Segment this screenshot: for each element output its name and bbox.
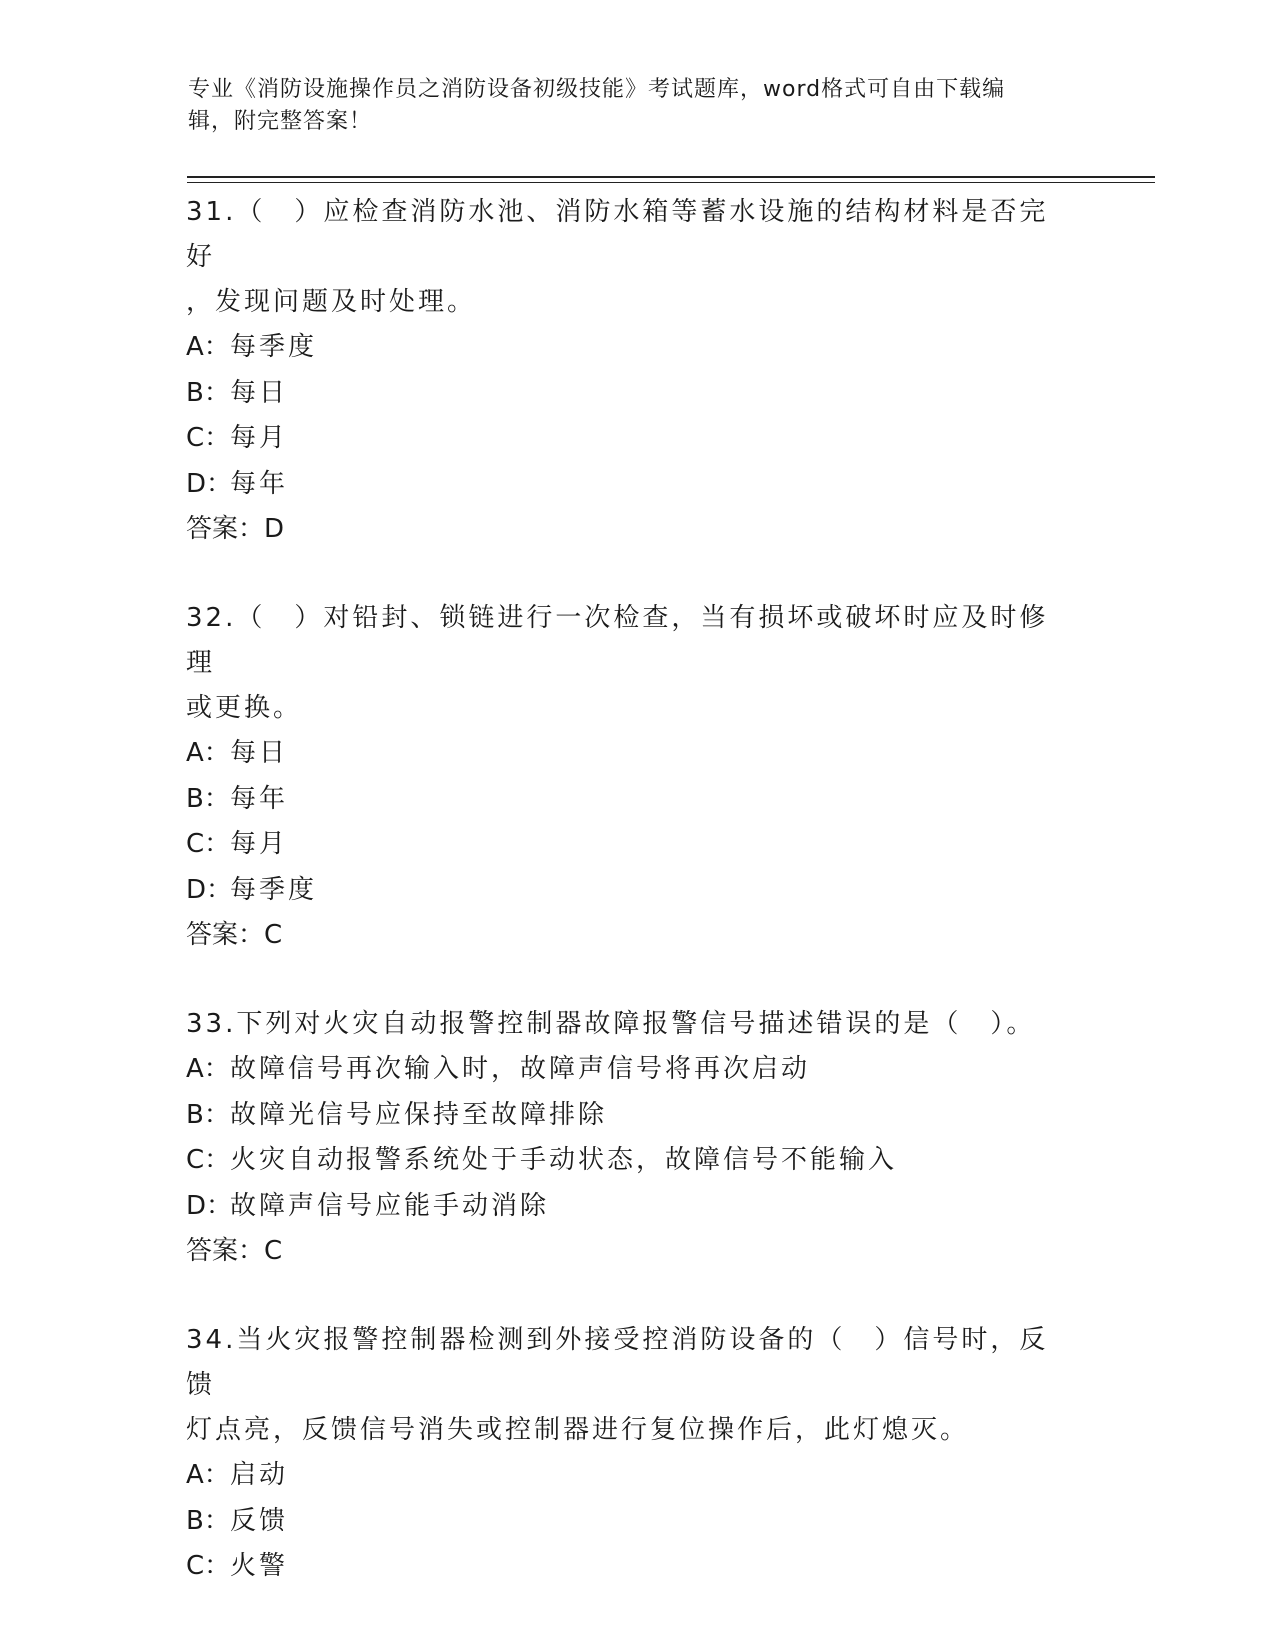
question-34 [186,1318,1086,1590]
answer-line: 答案：C [186,1236,283,1266]
question-stem [186,190,1071,325]
option-text: 每季度 [230,874,318,905]
option-text: 故障声信号应能手动消除 [230,1190,550,1221]
option-key: C： [186,423,231,453]
option-b [186,1499,1086,1545]
option-key: D： [186,874,233,905]
option-key: A： [186,1460,230,1490]
option-text: 每日 [230,377,289,408]
option-key: A： [186,738,230,768]
option-c [186,416,1086,462]
question-stem [186,1318,1071,1453]
option-key: D： [186,468,233,499]
option-key: B： [186,783,230,814]
option-key: C： [186,1551,231,1581]
header-divider-thin [187,182,1155,183]
option-a [186,1453,1086,1499]
option-text: 每月 [230,829,289,859]
option-c [186,1138,1086,1184]
option-a [186,731,1086,777]
option-text: 每月 [230,423,289,453]
question-stem-line: 灯点亮，反馈信号消失或控制器进行复位操作后，此灯熄灭。 [186,1415,970,1445]
option-d [186,868,1086,914]
question-stem-line: ，发现问题及时处理。 [186,287,477,317]
question-list [186,190,1086,1590]
question-stem-line: 32.（ ）对铅封、锁链进行一次检查，当有损坏或破坏时应及时修理 [186,603,1049,678]
option-text: 火警 [230,1551,289,1581]
option-key: C： [186,829,231,859]
question-31 [186,190,1086,552]
header-line-1: 专业《消防设施操作员之消防设备初级技能》考试题库，word格式可自由下载编 [188,77,1006,102]
option-key: A： [186,1054,230,1084]
option-a [186,325,1086,371]
option-text: 每年 [230,783,289,814]
question-stem-line: 34.当火灾报警控制器检测到外接受控消防设备的（ ）信号时，反馈 [186,1325,1049,1400]
option-key: B： [186,377,230,408]
option-d [186,1184,1086,1230]
option-c [186,822,1086,868]
question-32 [186,596,1086,958]
option-d [186,462,1086,508]
option-key: D： [186,1190,233,1221]
question-stem [186,1002,1071,1047]
question-stem [186,596,1071,731]
option-text: 每年 [230,468,289,499]
question-stem-line: 33.下列对火灾自动报警控制器故障报警信号描述错误的是（ ）。 [186,1009,1036,1039]
option-b [186,371,1086,417]
option-text: 每季度 [230,332,318,362]
option-key: C： [186,1145,231,1175]
option-a [186,1047,1086,1093]
answer-line: 答案：C [186,920,283,950]
question-33 [186,1002,1086,1274]
question-stem-line: 或更换。 [186,693,303,723]
option-text: 启动 [230,1460,289,1490]
option-b [186,777,1086,823]
option-key: B： [186,1505,230,1536]
option-key: B： [186,1099,230,1130]
option-text: 火灾自动报警系统处于手动状态，故障信号不能输入 [230,1145,898,1175]
header-line-2: 辑，附完整答案！ [188,109,373,134]
option-b [186,1093,1086,1139]
option-key: A： [186,332,230,362]
option-c [186,1544,1086,1590]
option-text: 故障光信号应保持至故障排除 [230,1099,608,1130]
question-stem-line: 31.（ ）应检查消防水池、消防水箱等蓄水设施的结构材料是否完好 [186,197,1049,272]
header-divider-thick [187,176,1155,178]
option-text: 每日 [230,738,289,768]
document-header [188,74,1088,138]
answer-line: 答案：D [186,514,285,544]
option-text: 反馈 [230,1505,289,1536]
option-text: 故障信号再次输入时，故障声信号将再次启动 [230,1054,811,1084]
